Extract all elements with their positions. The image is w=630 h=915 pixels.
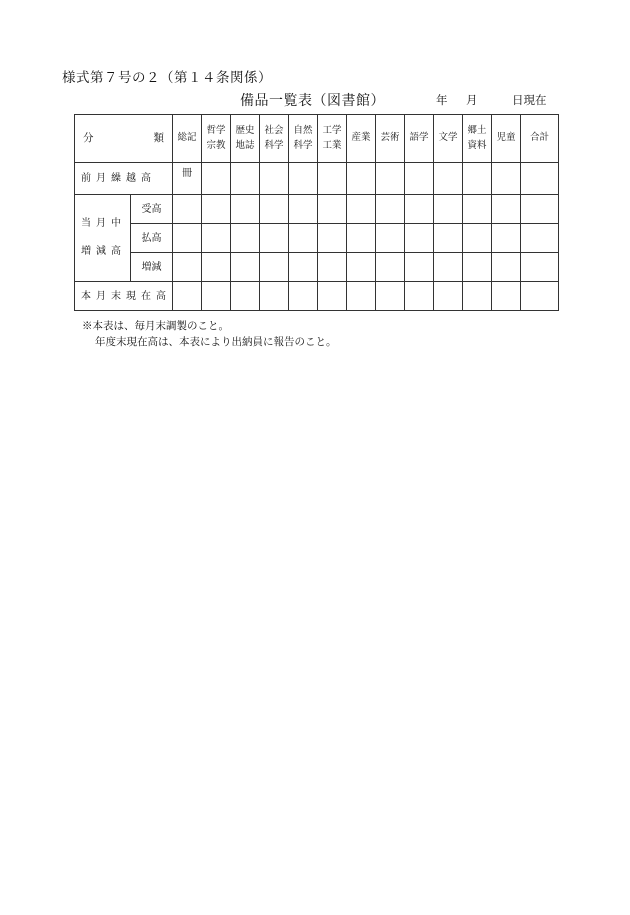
col-header-line1: 社会 — [264, 125, 284, 137]
disbursed-label: 払高 — [131, 224, 173, 253]
group-label-line2: 増減高 — [81, 246, 126, 257]
monthly-change-group-label — [75, 195, 131, 282]
table-cell — [434, 163, 463, 195]
table-cell — [492, 224, 521, 253]
col-header-11 — [492, 115, 521, 163]
form-number: 様式第７号の２（第１４条関係） — [62, 70, 272, 86]
table-cell — [434, 195, 463, 224]
table-cell — [347, 253, 376, 282]
col-header-7 — [376, 115, 405, 163]
table-cell — [318, 195, 347, 224]
table-cell — [434, 224, 463, 253]
table-cell — [521, 224, 559, 253]
table-cell — [405, 195, 434, 224]
table-cell — [318, 224, 347, 253]
table-cell — [231, 195, 260, 224]
col-header-line1: 語学 — [409, 132, 429, 144]
table-cell — [405, 224, 434, 253]
table-cell — [202, 224, 231, 253]
table-cell — [318, 282, 347, 311]
table-cell — [463, 224, 492, 253]
month-end-row — [75, 282, 559, 311]
table-cell — [521, 195, 559, 224]
category-header-cell — [75, 115, 173, 163]
col-header-0 — [173, 115, 202, 163]
col-header-line2: 宗教 — [206, 139, 226, 151]
col-header-line1: 児童 — [496, 132, 516, 144]
table-cell — [434, 253, 463, 282]
table-cell — [492, 253, 521, 282]
col-header-3 — [260, 115, 289, 163]
table-cell — [492, 195, 521, 224]
table-cell — [347, 224, 376, 253]
col-header-line1: 工学 — [322, 125, 342, 137]
col-header-line2: 資料 — [467, 139, 487, 151]
col-header-line2: 工業 — [322, 139, 342, 151]
col-header-5 — [318, 115, 347, 163]
year-label: 年 — [436, 93, 448, 107]
table-cell — [492, 163, 521, 195]
table-cell — [434, 282, 463, 311]
category-header-left: 分 — [83, 132, 94, 144]
col-header-2 — [231, 115, 260, 163]
document-title: 備品一覧表（図書館） — [240, 93, 385, 109]
table-cell — [521, 163, 559, 195]
table-cell — [231, 163, 260, 195]
received-row — [75, 195, 559, 224]
category-header-right: 類 — [153, 132, 164, 144]
table-cell — [463, 282, 492, 311]
table-cell — [376, 224, 405, 253]
table-cell — [521, 253, 559, 282]
table-cell — [376, 282, 405, 311]
col-header-line2: 地誌 — [235, 139, 255, 151]
col-header-line1: 芸術 — [380, 132, 400, 144]
col-header-line1: 文学 — [438, 132, 458, 144]
table-cell — [405, 163, 434, 195]
col-header-line2: 科学 — [264, 139, 284, 151]
table-cell — [492, 282, 521, 311]
inventory-table — [74, 114, 559, 311]
col-header-line1: 総記 — [177, 132, 197, 144]
table-cell — [463, 195, 492, 224]
table-cell — [231, 253, 260, 282]
table-cell — [260, 282, 289, 311]
table-cell — [260, 195, 289, 224]
col-header-line1: 合計 — [529, 132, 549, 144]
table-cell — [173, 253, 202, 282]
table-cell — [318, 253, 347, 282]
unit-label: 冊 — [173, 163, 202, 195]
table-cell — [347, 163, 376, 195]
col-header-line2: 科学 — [293, 139, 313, 151]
col-header-4 — [289, 115, 318, 163]
table-cell — [260, 253, 289, 282]
table-cell — [376, 195, 405, 224]
note-line-1: ※本表は、毎月末調製のこと。 — [82, 320, 229, 332]
table-cell — [173, 195, 202, 224]
table-cell — [289, 282, 318, 311]
table-cell — [289, 224, 318, 253]
col-header-line1: 郷土 — [467, 125, 487, 137]
table-cell — [376, 163, 405, 195]
table-cell — [202, 163, 231, 195]
header-row — [75, 115, 559, 163]
table-cell — [289, 163, 318, 195]
table-cell — [521, 282, 559, 311]
disbursed-row — [75, 224, 559, 253]
received-label: 受高 — [131, 195, 173, 224]
table-cell — [231, 224, 260, 253]
group-label-line1: 当月中 — [81, 218, 126, 229]
table-cell — [405, 282, 434, 311]
previous-month-row — [75, 163, 559, 195]
col-header-line1: 歴史 — [235, 125, 255, 137]
table-cell — [260, 224, 289, 253]
month-end-label: 本月末現在高 — [75, 282, 173, 311]
table-cell — [289, 253, 318, 282]
col-header-line1: 自然 — [293, 125, 313, 137]
month-label: 月 — [466, 93, 478, 107]
table-cell — [347, 195, 376, 224]
previous-month-label: 前月繰越高 — [75, 163, 173, 195]
table-cell — [347, 282, 376, 311]
table-cell — [463, 163, 492, 195]
notes — [82, 318, 337, 351]
day-label: 日現在 — [512, 93, 547, 107]
table-cell — [318, 163, 347, 195]
net-change-row — [75, 253, 559, 282]
col-header-8 — [405, 115, 434, 163]
note-line-2: 年度末現在高は、本表により出納員に報告のこと。 — [95, 336, 337, 349]
col-header-line1: 哲学 — [206, 125, 226, 137]
col-header-12 — [521, 115, 559, 163]
col-header-1 — [202, 115, 231, 163]
col-header-line1: 産業 — [351, 132, 371, 144]
table-cell — [231, 282, 260, 311]
col-header-10 — [463, 115, 492, 163]
table-cell — [202, 282, 231, 311]
table-cell — [463, 253, 492, 282]
col-header-9 — [434, 115, 463, 163]
table-cell — [260, 163, 289, 195]
table-cell — [202, 195, 231, 224]
table-cell — [376, 253, 405, 282]
table-cell — [289, 195, 318, 224]
table-cell — [173, 282, 202, 311]
net-change-label: 増減 — [131, 253, 173, 282]
table-cell — [173, 224, 202, 253]
table-cell — [405, 253, 434, 282]
col-header-6 — [347, 115, 376, 163]
table-cell — [202, 253, 231, 282]
